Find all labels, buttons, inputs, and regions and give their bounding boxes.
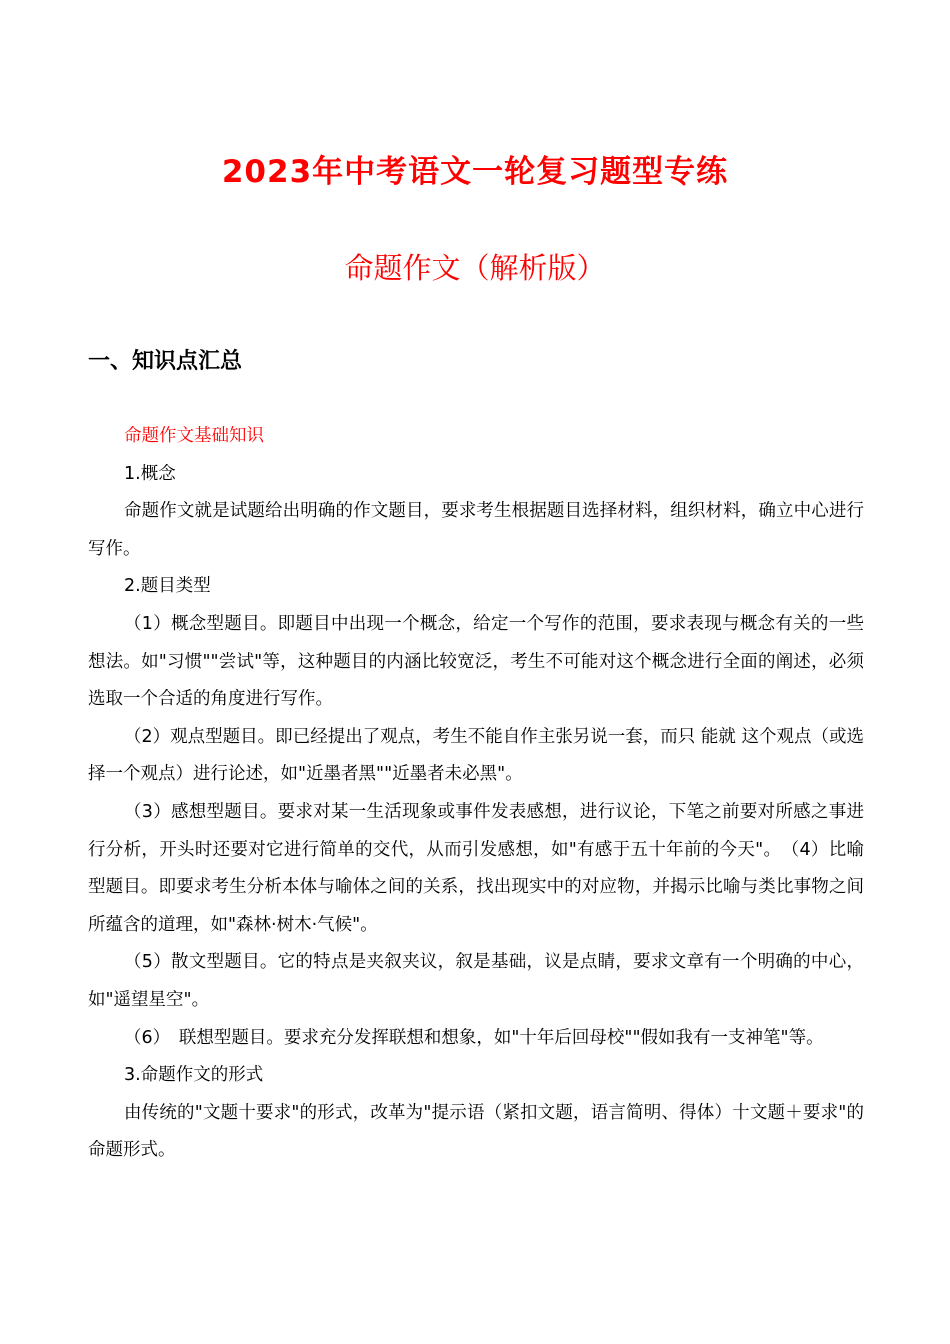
document-subtitle: 命题作文（解析版）	[344, 251, 606, 285]
paragraph-form-text: 由传统的"文题十要求"的形式，改革为"提示语（紧扣文题，语言简明、得体）十文题＋要求"的命题形式。	[88, 1102, 864, 1161]
paragraph-concept-heading: 1.概念	[124, 463, 176, 484]
section-heading: 一、知识点汇总	[88, 349, 243, 374]
paragraph-type-2: （2）观点型题目。即已经提出了观点，考生不能自作主张另说一套，而只 能就 这个观点（或选择一个观点）进行论述，如"近墨者黑""近墨者未必黑"。	[88, 726, 864, 785]
paragraph-type-6: （6） 联想型题目。要求充分发挥联想和想象，如"十年后回母校""假如我有一支神笔"等。	[124, 1027, 824, 1048]
paragraph-types-heading: 2.题目类型	[124, 576, 211, 597]
paragraph-concept-text: 命题作文就是试题给出明确的作文题目，要求考生根据题目选择材料，组织材料，确立中心进行写作。	[88, 501, 864, 559]
document-body	[88, 418, 864, 1170]
paragraph-type-5: （5）散文型题目。它的特点是夹叙夹议，叙是基础，议是点睛，要求文章有一个明确的中心，如"遥望星空"。	[88, 952, 864, 1010]
subsection-title: 命题作文基础知识	[124, 426, 264, 446]
paragraph-form-heading: 3.命题作文的形式	[124, 1065, 264, 1086]
paragraph-type-3-4: （3）感想型题目。要求对某一生活现象或事件发表感想，进行议论，下笔之前要对所感之事进行分析，开头时还要对它进行简单的交代，从而引发感想，如"有感于五十年前的今天"。 （4）比喻型题目。即要求考生分析本体与喻体之间的关系，找出现实中的对应物，并揭示比喻与类比事物之间所蕴含的道理，如"森林·树木·气候"。	[88, 801, 864, 935]
document-title: 2023年中考语文一轮复习题型专练	[221, 154, 729, 190]
paragraph-type-1: （1）概念型题目。即题目中出现一个概念，给定一个写作的范围，要求表现与概念有关的一些想法。如"习惯""尝试"等，这种题目的内涵比较宽泛，考生不可能对这个概念进行全面的阐述，必须选取一个合适的角度进行写作。	[88, 613, 864, 710]
